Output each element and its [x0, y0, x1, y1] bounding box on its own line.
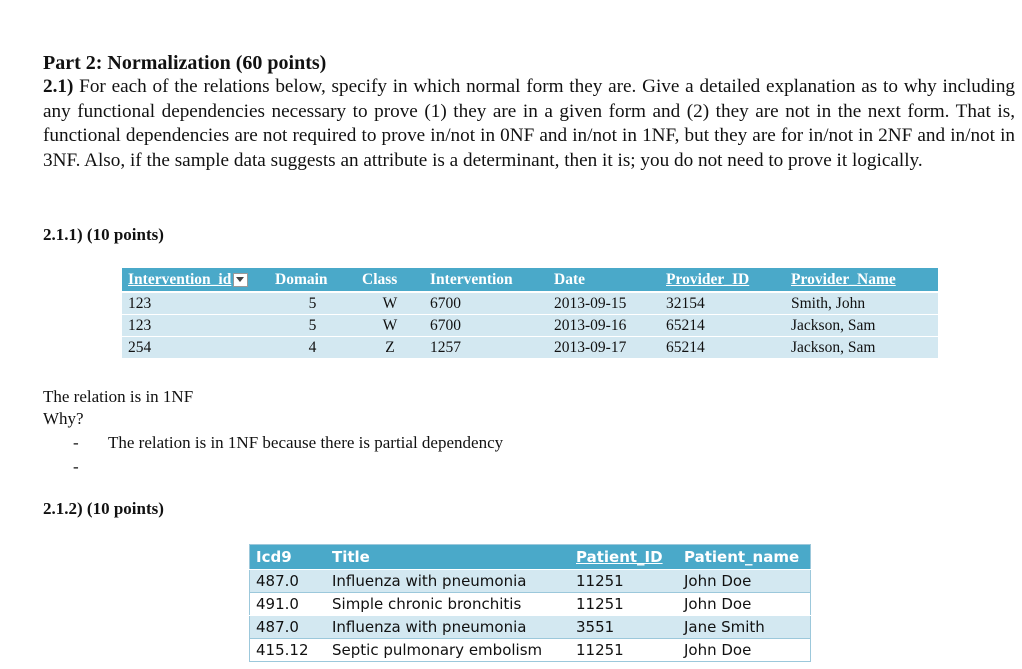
table-cell: John Doe	[678, 593, 811, 616]
question-text: For each of the relations below, specify in which normal form they are. Give a detailed explanation as to why including any functional dependencies necessary to prove (1) they are in a given form and (2) they are not in the next form. That is, functional dependencies are not required to prove in/not in 0NF and in/not in 1NF, but they are for in/not in 2NF and in/not in 3NF. Also, if the sample data suggests an attribute is a determinant, then it is; you do not need to prove it logically.	[43, 76, 1016, 171]
table-cell: 254	[122, 337, 269, 359]
table-cell: W	[356, 292, 424, 315]
table-cell: 487.0	[250, 616, 327, 639]
table-row	[122, 337, 938, 359]
table-cell: 11251	[570, 593, 678, 616]
table-cell: 6700	[424, 315, 548, 337]
table-cell: 3551	[570, 616, 678, 639]
table-cell: Simple chronic bronchitis	[326, 593, 570, 616]
table-cell: Z	[356, 337, 424, 359]
table-cell: 2013-09-17	[548, 337, 660, 359]
column-header-patient-name: Patient_name	[678, 545, 811, 570]
table-cell: 1257	[424, 337, 548, 359]
table-cell: 491.0	[250, 593, 327, 616]
table-cell: 123	[122, 292, 269, 315]
answer-line: The relation is in 1NF	[43, 387, 194, 406]
table-cell: 6700	[424, 292, 548, 315]
table-row	[122, 315, 938, 337]
table-cell: 2013-09-16	[548, 315, 660, 337]
table-cell: 2013-09-15	[548, 292, 660, 315]
table-header-row	[250, 545, 811, 570]
part-title: Part 2: Normalization (60 points)	[43, 52, 327, 74]
table-cell: Jane Smith	[678, 616, 811, 639]
column-header-intervention: Intervention	[424, 268, 548, 292]
column-header-patient-id: Patient_ID	[570, 545, 678, 570]
table-row	[250, 593, 811, 616]
table-cell: 65214	[660, 337, 785, 359]
table-row	[250, 616, 811, 639]
filter-dropdown-icon[interactable]	[233, 273, 248, 287]
table-header-row	[122, 268, 938, 292]
column-header-domain: Domain	[269, 268, 356, 292]
table-cell: 4	[269, 337, 356, 359]
table-cell: John Doe	[678, 639, 811, 662]
table-cell: 5	[269, 315, 356, 337]
table-cell: 487.0	[250, 570, 327, 593]
table-cell: W	[356, 315, 424, 337]
table-row	[250, 570, 811, 593]
question-paragraph	[43, 75, 1015, 173]
section-heading-2-1-1: 2.1.1) (10 points)	[43, 225, 164, 244]
table-cell: Jackson, Sam	[785, 315, 938, 337]
table-cell: Jackson, Sam	[785, 337, 938, 359]
column-header-class: Class	[356, 268, 424, 292]
table-cell: 32154	[660, 292, 785, 315]
section-heading-2-1-2: 2.1.2) (10 points)	[43, 499, 164, 518]
column-header-title: Title	[326, 545, 570, 570]
bullet-dash: -	[73, 433, 79, 452]
table-cell: 65214	[660, 315, 785, 337]
table-cell: Influenza with pneumonia	[326, 570, 570, 593]
column-header-icd9: Icd9	[250, 545, 327, 570]
table-cell: 123	[122, 315, 269, 337]
table-row	[122, 292, 938, 315]
table-cell: Influenza with pneumonia	[326, 616, 570, 639]
table-cell: Septic pulmonary embolism	[326, 639, 570, 662]
table-cell: 11251	[570, 570, 678, 593]
icd9-patient-table	[249, 544, 811, 662]
column-header-provider-name: Provider_Name	[785, 268, 938, 292]
table-cell: John Doe	[678, 570, 811, 593]
column-header-provider-id: Provider_ID	[660, 268, 785, 292]
bullet-text: The relation is in 1NF because there is partial dependency	[108, 433, 504, 452]
column-header-intervention-id[interactable]: Intervention_id	[122, 268, 269, 292]
column-header-date: Date	[548, 268, 660, 292]
question-number: 2.1)	[43, 76, 74, 97]
table-cell: 11251	[570, 639, 678, 662]
table-cell: 415.12	[250, 639, 327, 662]
intervention-table	[122, 268, 938, 358]
table-cell: 5	[269, 292, 356, 315]
table-cell: Smith, John	[785, 292, 938, 315]
answer-why: Why?	[43, 409, 84, 428]
table-row	[250, 639, 811, 662]
bullet-dash: -	[73, 457, 79, 476]
